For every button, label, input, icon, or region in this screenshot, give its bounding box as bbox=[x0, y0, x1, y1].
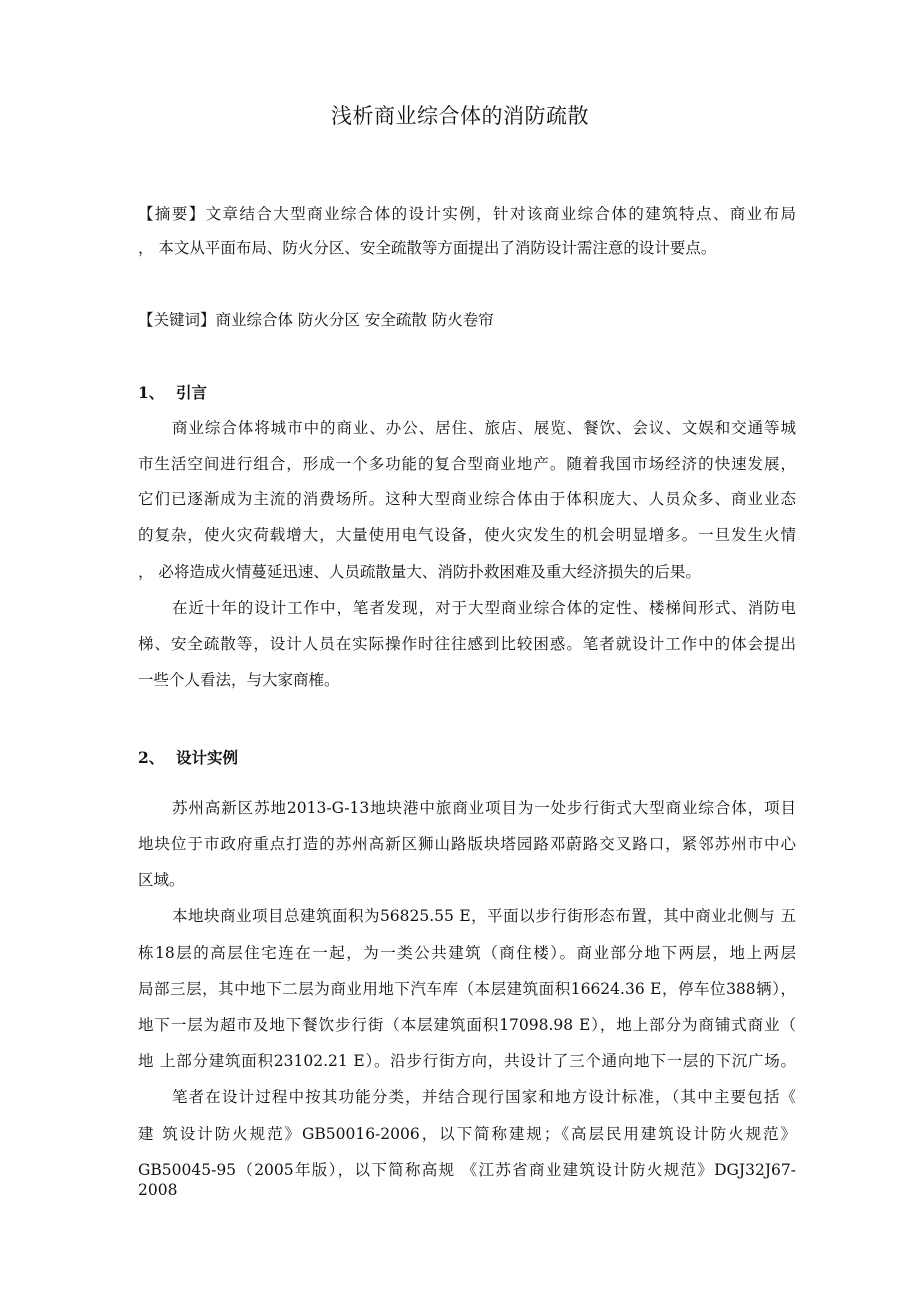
section-2-paragraph-line: 建 筑设计防火规范》GB50016-2006，以下简称建规；《高层民用建筑设计防火规范》 bbox=[138, 1125, 796, 1143]
section-2-paragraph-line: 栋18层的高层住宅连在一起，为一类公共建筑（商住楼）。商业部分地下两层，地上两层 bbox=[138, 944, 796, 962]
section-2-heading bbox=[138, 748, 796, 768]
section-2-paragraph-line: 地块位于市政府重点打造的苏州高新区狮山路版块塔园路邓蔚路交叉路口，紧邻苏州市中心 bbox=[138, 835, 796, 853]
section-1-paragraph-line: 它们已逐渐成为主流的消费场所。这种大型商业综合体由于体积庞大、人员众多、商业业态 bbox=[138, 490, 796, 508]
section-1-heading bbox=[138, 383, 796, 403]
section-1-paragraph-line: 在近十年的设计工作中，笔者发现，对于大型商业综合体的定性、楼梯间形式、消防电 bbox=[172, 599, 796, 617]
section-2-paragraph-line: 笔者在设计过程中按其功能分类，并结合现行国家和地方设计标准，（其中主要包括《 bbox=[172, 1088, 796, 1106]
section-2-paragraph-line: 苏州高新区苏地2013-G-13地块港中旅商业项目为一处步行街式大型商业综合体，项目 bbox=[172, 799, 796, 817]
section-1-paragraph-line: ， 必将造成火情蔓延迅速、人员疏散量大、消防扑救困难及重大经济损失的后果。 bbox=[138, 563, 701, 581]
section-1-title: 引言 bbox=[176, 383, 208, 402]
section-1-paragraph-line: 市生活空间进行组合，形成一个多功能的复合型商业地产。随着我国市场经济的快速发展， bbox=[138, 455, 796, 473]
section-1-paragraph-line: 一些个人看法，与大家商榷。 bbox=[138, 671, 340, 689]
section-2-title: 设计实例 bbox=[176, 748, 239, 767]
section-2-number: 2、 bbox=[138, 748, 165, 767]
section-2-paragraph-line: GB50045-95（2005年版），以下简称高规 《江苏省商业建筑设计防火规范》DGJ32J67-2008 bbox=[138, 1161, 796, 1199]
keywords-line: 【关键词】商业综合体 防火分区 安全疏散 防火卷帘 bbox=[138, 311, 494, 329]
section-1-paragraph-line: 商业综合体将城市中的商业、办公、居住、旅店、展览、餐饮、会议、文娱和交通等城 bbox=[172, 419, 796, 437]
section-2-paragraph-line: 本地块商业项目总建筑面积为56825.55 E，平面以步行街形态布置，其中商业北侧与 五 bbox=[172, 907, 796, 925]
section-1-paragraph-line: 梯、安全疏散等，设计人员在实际操作时往往感到比较困惑。笔者就设计工作中的体会提出 bbox=[138, 635, 796, 653]
section-2-paragraph-line: 地下一层为超市及地下餐饮步行街（本层建筑面积17098.98 E），地上部分为商铺式商业（ bbox=[138, 1016, 796, 1034]
section-2-paragraph-line: 区域。 bbox=[138, 871, 185, 889]
abstract-line-2: ， 本文从平面布局、防火分区、安全疏散等方面提出了消防设计需注意的设计要点。 bbox=[138, 239, 717, 257]
section-2-paragraph-line: 地 上部分建筑面积23102.21 E）。沿步行街方向，共设计了三个通向地下一层的下沉广场。 bbox=[138, 1052, 796, 1070]
document-title: 浅析商业综合体的消防疏散 bbox=[331, 104, 589, 128]
abstract-line-1: 【摘要】文章结合大型商业综合体的设计实例，针对该商业综合体的建筑特点、商业布局 bbox=[138, 205, 796, 223]
section-1-paragraph-line: 的复杂，使火灾荷载增大，大量使用电气设备，使火灾发生的机会明显增多。一旦发生火情 bbox=[138, 526, 796, 544]
section-1-number: 1、 bbox=[138, 383, 165, 402]
section-2-paragraph-line: 局部三层，其中地下二层为商业用地下汽车库（本层建筑面积16624.36 E，停车位388辆）， bbox=[138, 980, 796, 998]
